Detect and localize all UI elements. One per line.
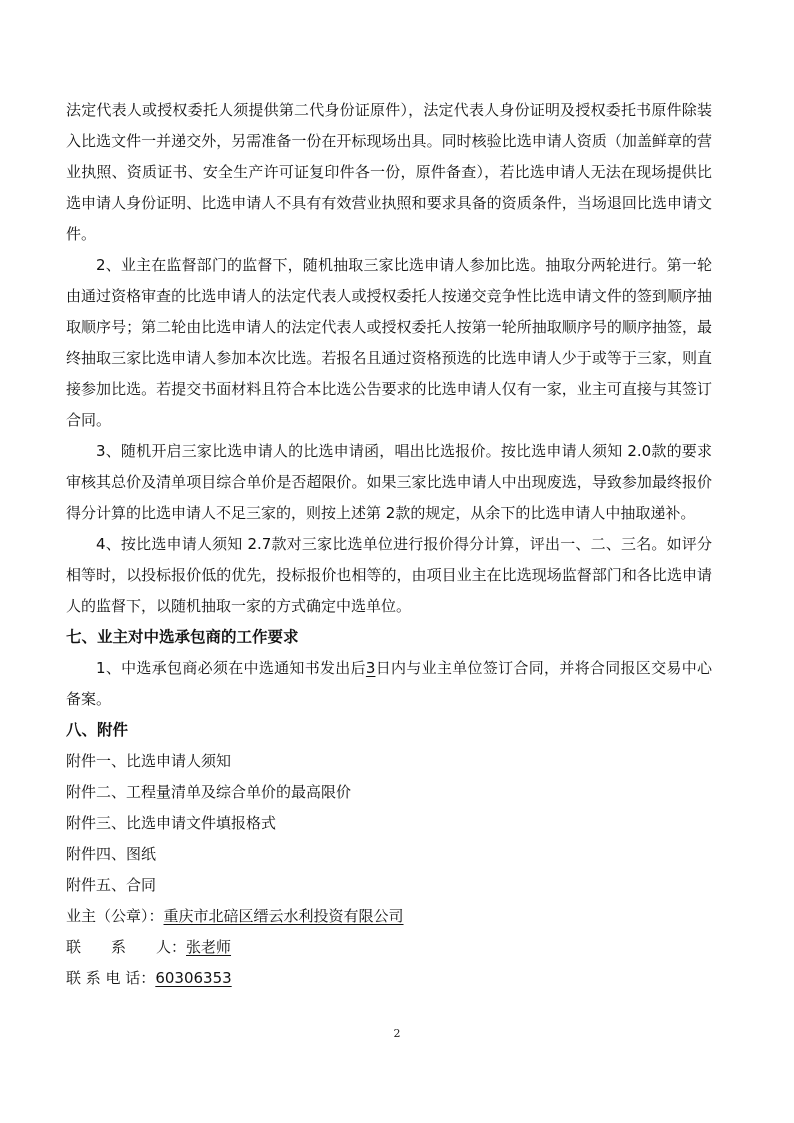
contact-person-label: 联 系 人： [66,938,187,956]
contract-text-b: 日内与业主单位签订合同，并将合同报区交易中心备案。 [66,659,712,708]
contract-text-a: 1、中选承包商必须在中选通知书发出后 [96,659,366,677]
owner-value: 重庆市北碚区缙云水利投资有限公司 [163,907,404,925]
paragraph-contract-signing [66,653,712,715]
attachment-3: 附件三、比选申请文件填报格式 [66,814,277,832]
contact-phone-label: 联 系 电 话： [66,969,156,987]
attachment-1: 附件一、比选申请人须知 [66,752,232,770]
paragraph-random-draw: 2、业主在监督部门的监督下，随机抽取三家比选申请人参加比选。抽取分两轮进行。第一轮由通过资格审查的比选申请人的法定代表人或授权委托人按递交竞争性比选申请文件的签到顺序抽取顺序号；第二轮由比选申请人的法定代表人或授权委托人按第一轮所抽取顺序号的顺序抽签，最终抽取三家比选申请人参加本次比选。若报名且通过资格预选的比选申请人少于或等于三家，则直接参加比选。若提交书面材料且符合本比选公告要求的比选申请人仅有一家，业主可直接与其签订合同。 [66,256,712,429]
document-page [66,95,712,994]
contract-days: 3 [365,659,376,677]
contact-phone-value: 60306353 [155,969,232,987]
paragraph-qualification-check: 法定代表人或授权委托人须提供第二代身份证原件），法定代表人身份证明及授权委托书原件除装入比选文件一并递交外，另需准备一份在开标现场出具。同时核验比选申请人资质（加盖鲜章的营业执照、资质证书、安全生产许可证复印件各一份，原件备查），若比选申请人无法在现场提供比选申请人身份证明、比选申请人不具有有效营业执照和要求具备的资质条件，当场退回比选申请文件。 [66,101,712,243]
page-number: 2 [393,1027,401,1040]
section-heading-8: 八、附件 [66,721,129,739]
owner-line [66,901,712,932]
contact-person-line [66,932,712,963]
section-heading-7: 七、业主对中选承包商的工作要求 [66,628,299,646]
paragraph-scoring: 4、按比选申请人须知 2.7款对三家比选单位进行报价得分计算，评出一、二、三名。如评分相等时，以投标报价低的优先，投标报价也相等的，由项目业主在比选现场监督部门和各比选申请人的监督下，以随机抽取一家的方式确定中选单位。 [66,535,712,615]
attachment-2: 附件二、工程量清单及综合单价的最高限价 [66,783,352,801]
paragraph-open-bids: 3、随机开启三家比选申请人的比选申请函，唱出比选报价。按比选申请人须知 2.0款的要求审核其总价及清单项目综合单价是否超限价。如果三家比选申请人中出现废选，导致参加最终报价得分计算的比选申请人不足三家的，则按上述第 2款的规定，从余下的比选申请人中抽取递补。 [66,442,712,522]
contact-person-value: 张老师 [186,938,232,956]
contact-phone-line [66,963,712,994]
attachment-5: 附件五、合同 [66,876,157,894]
owner-label: 业主（公章）： [66,907,164,925]
attachment-4: 附件四、图纸 [66,845,157,863]
